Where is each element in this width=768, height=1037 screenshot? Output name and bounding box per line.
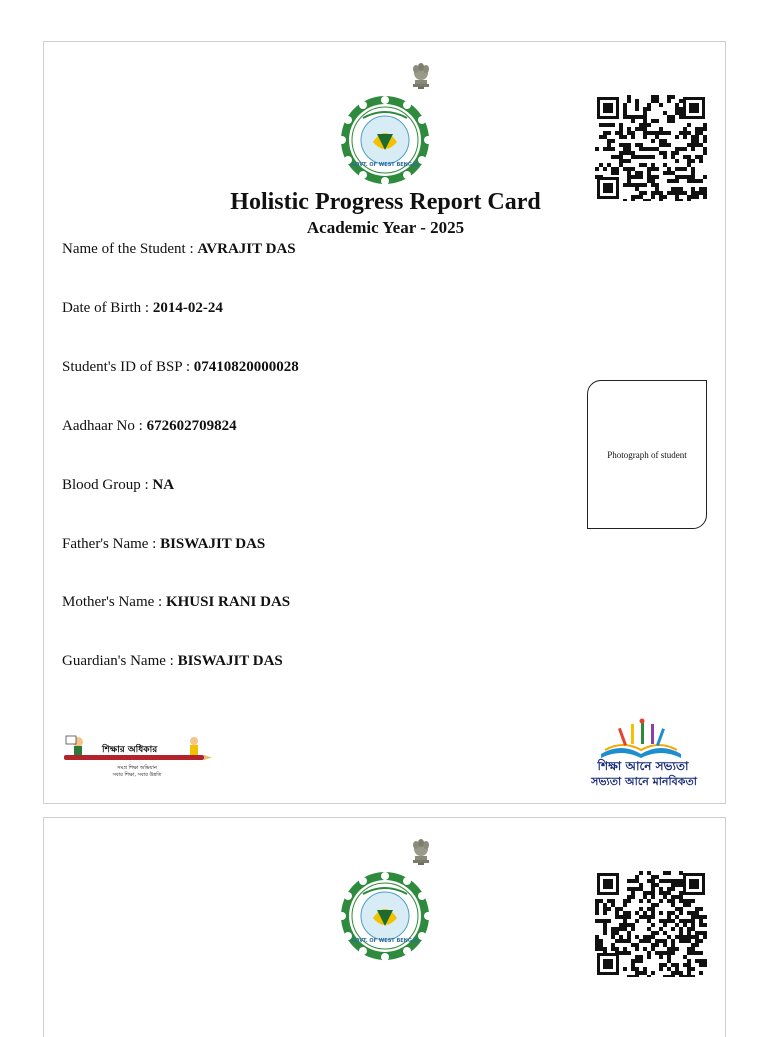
qr-code-icon xyxy=(595,95,707,201)
left-logo-sub2: সবার শিক্ষা, সবার উন্নতি xyxy=(112,772,162,778)
svg-text:GOVT. OF WEST BENGAL: GOVT. OF WEST BENGAL xyxy=(350,938,420,944)
west-bengal-seal-icon xyxy=(335,870,435,962)
date-of-birth-field xyxy=(62,300,223,317)
right-logo-line1: শিক্ষা আনে সভ্যতা xyxy=(597,759,689,773)
student-id-field xyxy=(62,359,299,376)
field-value: KHUSI RANI DAS xyxy=(165,594,291,610)
west-bengal-seal-icon xyxy=(335,94,435,186)
field-value: NA xyxy=(152,477,175,493)
blood-group-field xyxy=(62,477,174,494)
field-value: 2014-02-24 xyxy=(152,300,223,316)
left-logo-title: শিক্ষার অধিকার xyxy=(102,745,158,755)
report-title: Holistic Progress Report Card xyxy=(230,189,541,215)
student-name-field xyxy=(62,241,296,258)
field-value: BISWAJIT DAS xyxy=(160,536,266,552)
field-label: Mother's Name : xyxy=(62,594,166,610)
field-value: AVRAJIT DAS xyxy=(197,241,296,257)
aadhaar-field xyxy=(62,418,237,435)
report-card-page-2 xyxy=(43,817,726,1037)
field-value: 07410820000028 xyxy=(193,359,299,375)
mother-name-field xyxy=(62,594,290,611)
national-emblem-icon xyxy=(409,836,433,866)
father-name-field xyxy=(62,536,265,553)
field-value: BISWAJIT DAS xyxy=(177,653,283,669)
field-label: Date of Birth : xyxy=(62,300,153,316)
student-photo-placeholder xyxy=(587,380,707,529)
guardian-name-field xyxy=(62,653,283,670)
left-logo-sub1: সমগ্র শিক্ষা অভিযান xyxy=(117,765,157,771)
field-label: Student's ID of BSP : xyxy=(62,359,194,375)
report-card-page-1 xyxy=(43,41,726,804)
field-label: Name of the Student : xyxy=(62,241,198,257)
qr-code-icon xyxy=(595,871,707,977)
national-emblem-icon xyxy=(409,60,433,90)
academic-year: Academic Year - 2025 xyxy=(306,218,465,237)
field-label: Father's Name : xyxy=(62,536,161,552)
right-logo-line2: সভ্যতা আনে মানবিকতা xyxy=(591,775,697,788)
field-value: 672602709824 xyxy=(146,418,237,434)
field-label: Blood Group : xyxy=(62,477,153,493)
svg-text:GOVT. OF WEST BENGAL: GOVT. OF WEST BENGAL xyxy=(350,162,420,168)
photo-placeholder-label: Photograph of student xyxy=(607,449,687,460)
left-logo-subtitle xyxy=(92,765,182,779)
field-label: Guardian's Name : xyxy=(62,653,178,669)
field-label: Aadhaar No : xyxy=(62,418,147,434)
